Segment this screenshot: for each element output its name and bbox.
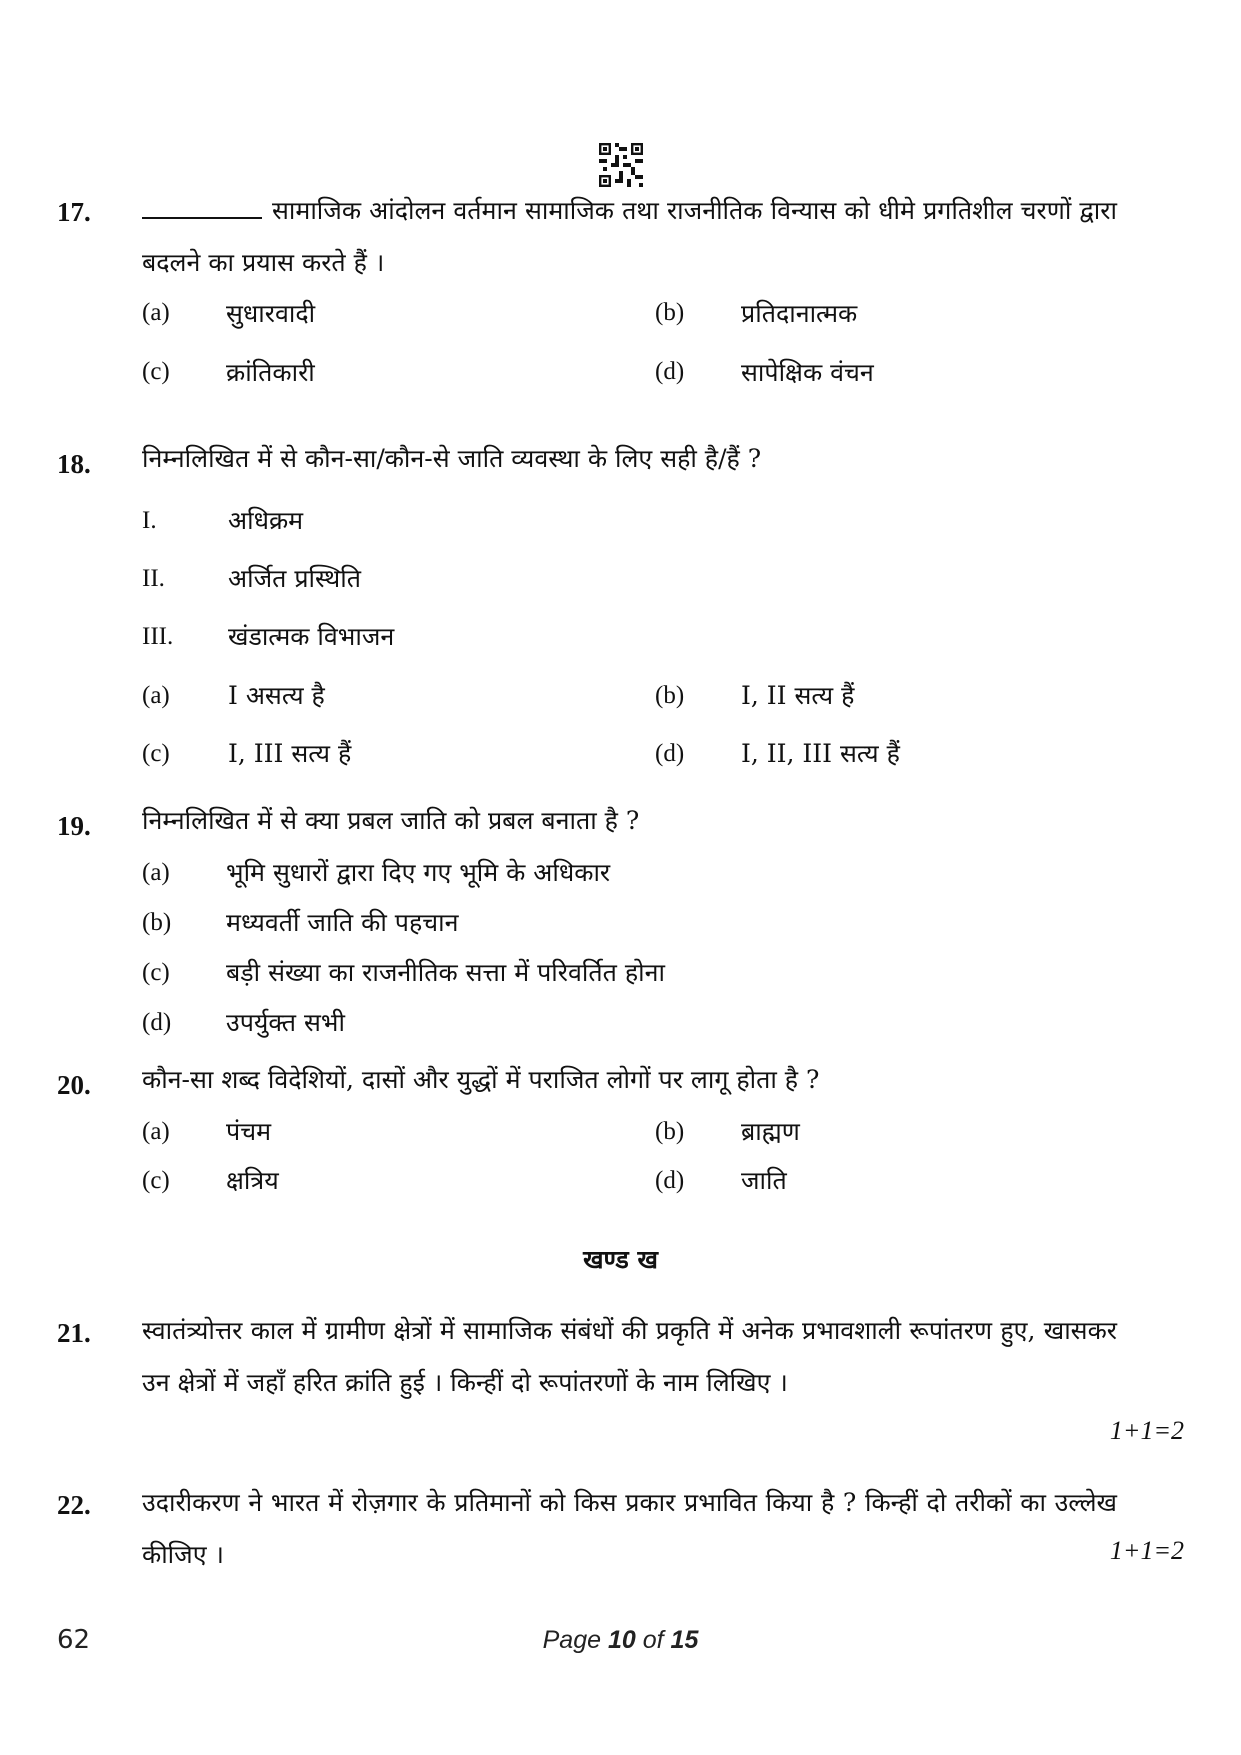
- page-word: Page: [542, 1626, 602, 1654]
- option-text: ब्राह्मण: [741, 1117, 800, 1146]
- option-text: I, II सत्य हैं: [741, 681, 855, 710]
- fill-blank: [142, 217, 262, 219]
- page-current: 10: [607, 1626, 636, 1654]
- option-text: मध्यवर्ती जाति की पहचान: [226, 908, 459, 937]
- option-label: (d): [655, 740, 685, 767]
- question-19-text: निम्नलिखित में से क्या प्रबल जाति को प्रबल बनाता है ?: [142, 806, 640, 835]
- question-20-text: कौन-सा शब्द विदेशियों, दासों और युद्धों में पराजित लोगों पर लागू होता है ?: [142, 1065, 820, 1094]
- statement-text: खंडात्मक विभाजन: [228, 622, 395, 651]
- qr-code-icon: [599, 143, 643, 187]
- question-22-text: उदारीकरण ने भारत में रोज़गार के प्रतिमानों को किस प्रकार प्रभावित किया है ? किन्हीं दो तरीकों का उल्लेख कीजिए ।: [142, 1488, 1117, 1569]
- option-text: I असत्य है: [228, 681, 325, 710]
- statement-label: I.: [142, 507, 157, 534]
- option-text: बड़ी संख्या का राजनीतिक सत्ता में परिवर्तित होना: [226, 958, 665, 987]
- option-text: सुधारवादी: [226, 299, 316, 328]
- statement-label: III.: [142, 623, 174, 650]
- statement-text: अधिक्रम: [228, 506, 304, 535]
- option-text: क्षत्रिय: [226, 1166, 279, 1195]
- option-label: (b): [655, 299, 685, 326]
- question-18-text: निम्नलिखित में से कौन-सा/कौन-से जाति व्यवस्था के लिए सही है/हैं ?: [142, 444, 762, 473]
- option-text: I, II, III सत्य हैं: [741, 739, 900, 768]
- page-of: of: [642, 1626, 664, 1654]
- option-text: प्रतिदानात्मक: [741, 299, 858, 328]
- paper-code: 62: [57, 1625, 91, 1655]
- statement-text: अर्जित प्रस्थिति: [228, 564, 361, 593]
- option-text: सापेक्षिक वंचन: [741, 358, 874, 387]
- question-text: [142, 185, 1117, 289]
- question-21-text: स्वातंत्र्योत्तर काल में ग्रामीण क्षेत्रों में सामाजिक संबंधों की प्रकृति में अनेक प्रभावशाली रूपांतरण हुए, खासकर उन क्षेत्रों में जहाँ हरित क्रांति हुई । किन्हीं दो रूपांतरणों के नाम लिखिए ।: [142, 1316, 1117, 1397]
- option-label: (c): [142, 959, 170, 986]
- statement-label: II.: [142, 565, 165, 592]
- option-text: पंचम: [226, 1117, 272, 1146]
- question-number: 19.: [57, 811, 91, 841]
- option-text: I, III सत्य हैं: [228, 739, 352, 768]
- question-17-text: सामाजिक आंदोलन वर्तमान सामाजिक तथा राजनीतिक विन्यास को धीमे प्रगतिशील चरणों द्वारा बदलने का प्रयास करते हैं ।: [142, 196, 1117, 277]
- option-text: भूमि सुधारों द्वारा दिए गए भूमि के अधिकार: [226, 858, 611, 887]
- option-label: (a): [142, 682, 170, 709]
- page-indicator: [0, 1626, 1241, 1655]
- option-label: (b): [655, 682, 685, 709]
- option-label: (c): [142, 358, 170, 385]
- question-number: 21.: [57, 1318, 91, 1348]
- option-label: (c): [142, 740, 170, 767]
- option-text: क्रांतिकारी: [226, 358, 315, 387]
- option-label: (b): [142, 909, 172, 936]
- marks-label: 1+1=2: [1109, 1416, 1184, 1445]
- section-title: खण्ड ख: [583, 1245, 658, 1274]
- question-number: 18.: [57, 449, 91, 479]
- option-label: (c): [142, 1167, 170, 1194]
- option-label: (b): [655, 1118, 685, 1145]
- option-text: उपर्युक्त सभी: [226, 1008, 345, 1037]
- option-label: (a): [142, 1118, 170, 1145]
- option-text: जाति: [741, 1166, 787, 1195]
- option-label: (d): [655, 1167, 685, 1194]
- option-label: (a): [142, 859, 170, 886]
- marks-label: 1+1=2: [1109, 1536, 1184, 1565]
- question-number: 22.: [57, 1490, 91, 1520]
- question-number: 20.: [57, 1070, 91, 1100]
- option-label: (d): [142, 1009, 172, 1036]
- option-label: (d): [655, 358, 685, 385]
- option-label: (a): [142, 299, 170, 326]
- page-total: 15: [670, 1626, 699, 1654]
- question-number: 17.: [57, 197, 91, 227]
